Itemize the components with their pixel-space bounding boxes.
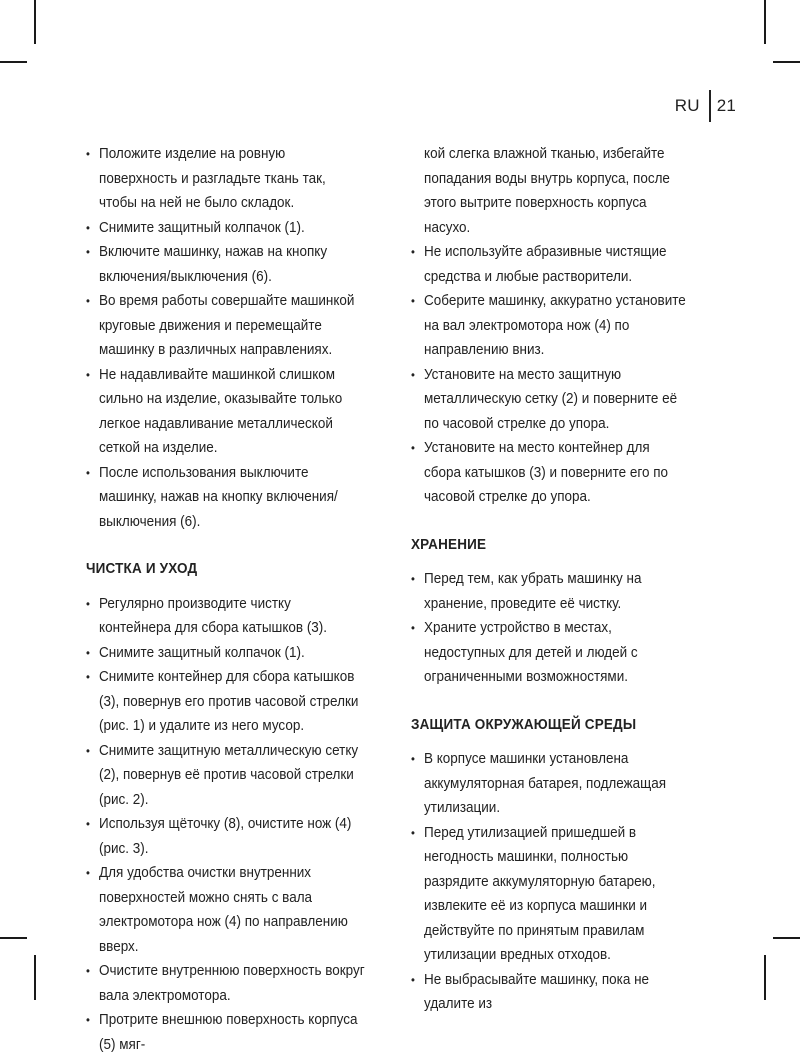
page-number: 21 <box>717 96 736 116</box>
right-column <box>411 142 690 1017</box>
list-item: • Перед утилизацией пришедшей в негодность машинки, полностью разрядите аккумуляторную батарею, извлеките её из корпуса машинки и действуйте по принятым правилам утилизации вредных отходов. <box>411 821 690 968</box>
list-item: • Используя щёточку (8), очистите нож (4) (рис. 3). <box>86 812 365 861</box>
list-item: • Не выбрасывайте машинку, пока не удалите из <box>411 968 690 1017</box>
crop-mark-top-right-horizontal <box>773 61 800 63</box>
crop-mark-top-left-vertical <box>34 0 36 44</box>
language-code: RU <box>675 96 709 116</box>
continued-text: кой слегка влажной тканью, избегайте попадания воды внутрь корпуса, после этого вытрите поверхность корпуса насухо. <box>411 142 690 240</box>
crop-mark-bottom-right-vertical <box>764 955 766 1000</box>
cleaning-heading: ЧИСТКА И УХОД <box>86 557 365 582</box>
list-item: • Не используйте абразивные чистящие средства и любые растворители. <box>411 240 690 289</box>
header-separator <box>709 90 711 122</box>
list-item: • Не надавливайте машинкой слишком сильно на изделие, оказывайте только легкое надавливание металлической сеткой на изделие. <box>86 363 365 461</box>
list-item: • Храните устройство в местах, недоступных для детей и людей с ограниченными возможностями. <box>411 616 690 690</box>
list-item: • Положите изделие на ровную поверхность и разгладьте ткань так, чтобы на ней не было складок. <box>86 142 365 216</box>
list-item: • Перед тем, как убрать машинку на хранение, проведите её чистку. <box>411 567 690 616</box>
cleaning-list-continued <box>411 240 690 510</box>
list-item: • Включите машинку, нажав на кнопку включения/выключения (6). <box>86 240 365 289</box>
list-item: • Регулярно производите чистку контейнера для сбора катышков (3). <box>86 592 365 641</box>
crop-mark-bottom-left-horizontal <box>0 937 27 939</box>
list-item: • Во время работы совершайте машинкой круговые движения и перемещайте машинку в различных направлениях. <box>86 289 365 363</box>
storage-list <box>411 567 690 690</box>
list-item: • Очистите внутреннюю поверхность вокруг вала электромотора. <box>86 959 365 1008</box>
environment-list <box>411 747 690 1017</box>
crop-mark-top-right-vertical <box>764 0 766 44</box>
crop-mark-top-left-horizontal <box>0 61 27 63</box>
list-item: • Для удобства очистки внутренних поверхностей можно снять с вала электромотора нож (4) по направлению вверх. <box>86 861 365 959</box>
page-header <box>675 90 736 122</box>
environment-heading: ЗАЩИТА ОКРУЖАЮЩЕЙ СРЕДЫ <box>411 713 690 738</box>
usage-list <box>86 142 365 534</box>
list-item: • Установите на место контейнер для сбора катышков (3) и поверните его по часовой стрелке до упора. <box>411 436 690 510</box>
left-column <box>86 142 365 1057</box>
list-item: • Снимите контейнер для сбора катышков (3), повернув его против часовой стрелки (рис. 1) и удалите из него мусор. <box>86 665 365 739</box>
list-item: • Снимите защитный колпачок (1). <box>86 641 365 666</box>
list-item: • Установите на место защитную металлическую сетку (2) и поверните её по часовой стрелке до упора. <box>411 363 690 437</box>
list-item: • Снимите защитный колпачок (1). <box>86 216 365 241</box>
storage-heading: ХРАНЕНИЕ <box>411 533 690 558</box>
crop-mark-bottom-right-horizontal <box>773 937 800 939</box>
list-item: • В корпусе машинки установлена аккумуляторная батарея, подлежащая утилизации. <box>411 747 690 821</box>
list-item: • После использования выключите машинку, нажав на кнопку включения/выключения (6). <box>86 461 365 535</box>
list-item: • Протрите внешнюю поверхность корпуса (5) мяг- <box>86 1008 365 1057</box>
list-item: • Соберите машинку, аккуратно установите на вал электромотора нож (4) по направлению вниз. <box>411 289 690 363</box>
cleaning-list <box>86 592 365 1057</box>
list-item: • Снимите защитную металлическую сетку (2), повернув её против часовой стрелки (рис. 2). <box>86 739 365 813</box>
crop-mark-bottom-left-vertical <box>34 955 36 1000</box>
